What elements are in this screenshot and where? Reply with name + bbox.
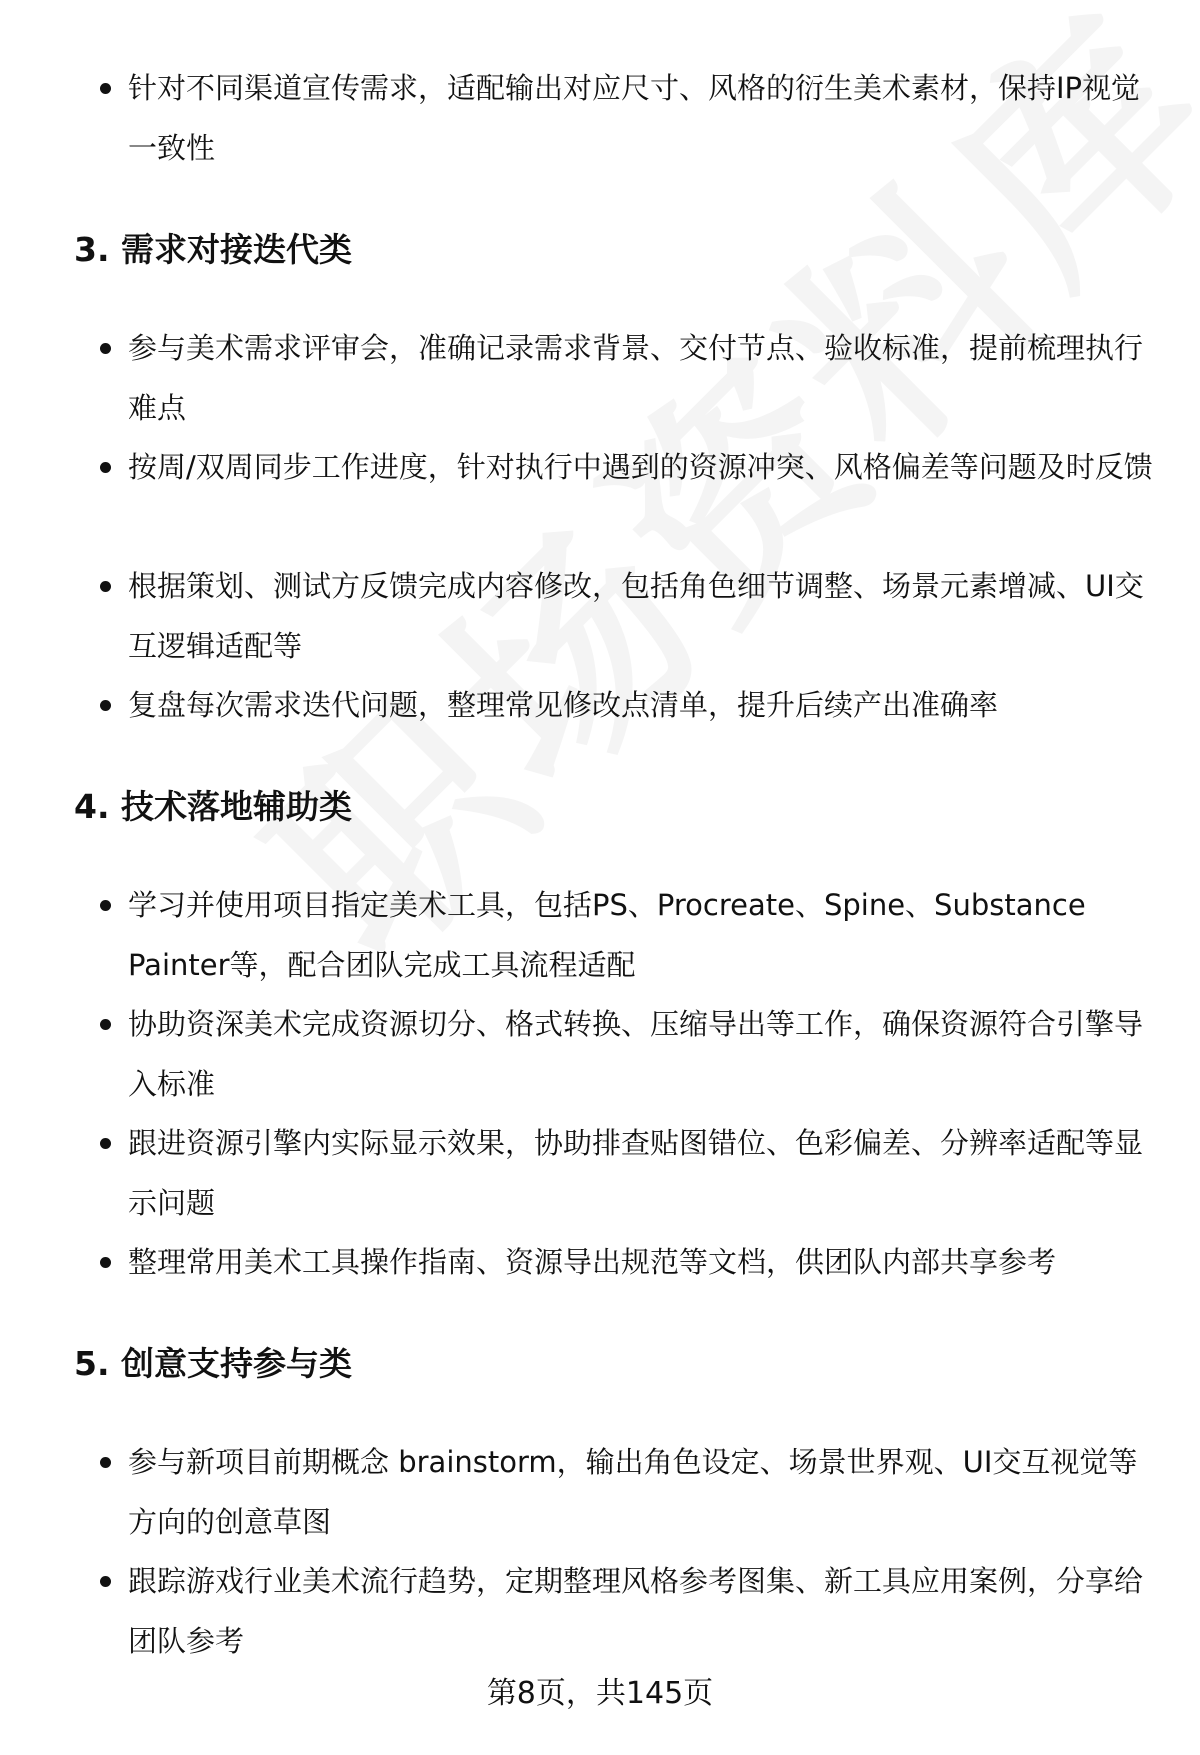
list-item: 参与美术需求评审会，准确记录需求背景、交付节点、验收标准，提前梳理执行难点 bbox=[128, 318, 1158, 438]
section-heading-3: 3. 需求对接迭代类 bbox=[74, 230, 352, 269]
list-item: 协助资深美术完成资源切分、格式转换、压缩导出等工作，确保资源符合引擎导入标准 bbox=[128, 994, 1158, 1114]
section-heading-5: 5. 创意支持参与类 bbox=[74, 1344, 352, 1383]
list-item: 整理常用美术工具操作指南、资源导出规范等文档，供团队内部共享参考 bbox=[128, 1232, 1158, 1292]
section-heading-4: 4. 技术落地辅助类 bbox=[74, 787, 352, 826]
page-number: 第8页，共145页 bbox=[486, 1676, 714, 1711]
list-item: 复盘每次需求迭代问题，整理常见修改点清单，提升后续产出准确率 bbox=[128, 675, 1158, 735]
list-item: 根据策划、测试方反馈完成内容修改，包括角色细节调整、场景元素增减、UI交互逻辑适配等 bbox=[128, 556, 1158, 676]
list-item: 按周/双周同步工作进度，针对执行中遇到的资源冲突、风格偏差等问题及时反馈 bbox=[128, 437, 1158, 497]
list-item: 跟踪游戏行业美术流行趋势，定期整理风格参考图集、新工具应用案例，分享给团队参考 bbox=[128, 1551, 1158, 1671]
list-item: 跟进资源引擎内实际显示效果，协助排查贴图错位、色彩偏差、分辨率适配等显示问题 bbox=[128, 1113, 1158, 1233]
list-item: 针对不同渠道宣传需求，适配输出对应尺寸、风格的衍生美术素材，保持IP视觉一致性 bbox=[128, 58, 1158, 178]
list-item: 参与新项目前期概念 brainstorm，输出角色设定、场景世界观、UI交互视觉等方向的创意草图 bbox=[128, 1432, 1158, 1552]
list-item: 学习并使用项目指定美术工具，包括PS、Procreate、Spine、Substance Painter等，配合团队完成工具流程适配 bbox=[128, 875, 1158, 995]
